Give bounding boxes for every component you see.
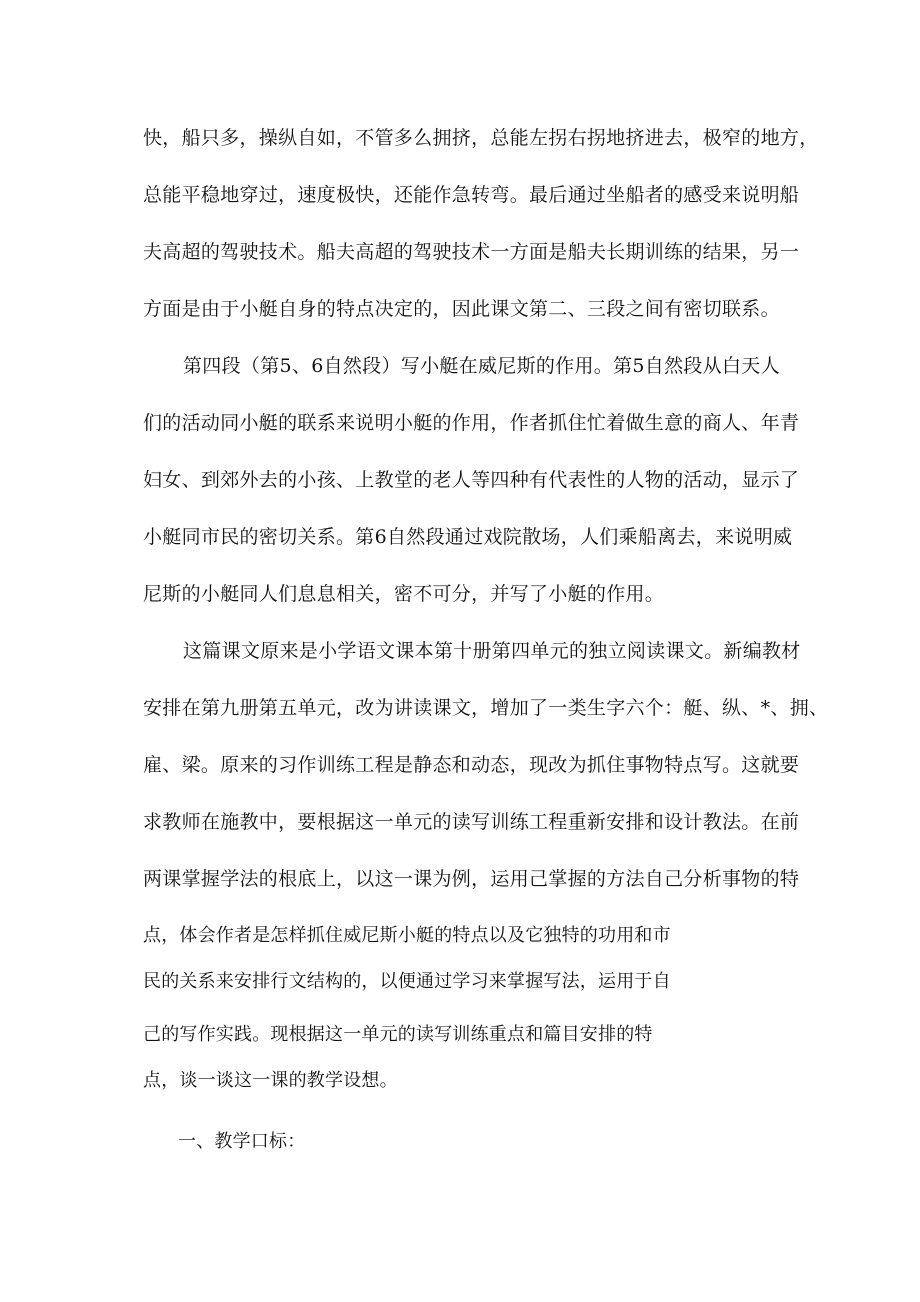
paragraph-line: 这篇课文原来是小学语文课本第十册第四单元的独立阅读课文。新编教材 [183, 640, 801, 662]
paragraph-line: 点，体会作者是怎样抓住威尼斯小艇的特点以及它独特的功用和市 [143, 925, 671, 946]
paragraph-line: 安排在第九册第五单元，改为讲读课文，增加了一类生字六个：艇、纵、*、拥、 [143, 697, 829, 719]
paragraph-line: 们的活动同小艇的联系来说明小艇的作用，作者抓住忙着做生意的商人、年青 [143, 412, 800, 434]
paragraph-line: 方面是由于小艇自身的特点决定的，因此课文第二、三段之间有密切联系。 [143, 298, 780, 320]
paragraph-line: 快，船只多，操纵自如，不管多么拥挤，总能左拐右拐地挤进去，极窄的地方， [143, 127, 819, 149]
paragraph-line: 妇女、到郊外去的小孩、上教堂的老人等四种有代表性的人物的活动，显示了 [143, 469, 800, 491]
paragraph-line: 民的关系来安排行文结构的，以便通过学习来掌握写法，运用于自 [143, 971, 671, 992]
paragraph-line: 第四段（第5、6自然段）写小艇在威尼斯的作用。第5自然段从白天人 [183, 355, 780, 377]
paragraph-line: 小艇同市民的密切关系。第6自然段通过戏院散场，人们乘船离去，来说明威 [143, 526, 793, 548]
paragraph-line: 点，谈一谈这一课的教学设想。 [143, 1070, 398, 1091]
paragraph-line: 尼斯的小艇同人们息息相关，密不可分，并写了小艇的作用。 [143, 583, 665, 605]
section-heading: 一、教学口标： [178, 1131, 306, 1152]
paragraph-line: 求教师在施教中，要根据这一单元的读写训练工程重新安排和设计教法。在前 [143, 811, 800, 833]
paragraph-line: 雇、梁。原来的习作训练工程是静态和动态，现改为抓住事物特点写。这就要 [143, 754, 800, 776]
paragraph-line: 己的写作实践。现根据这一单元的读写训练重点和篇目安排的特 [143, 1024, 653, 1045]
paragraph-line: 两课掌握学法的根底上，以这一课为例，运用己掌握的方法自己分析事物的特 [143, 868, 800, 890]
paragraph-line: 夫高超的驾驶技术。船夫高超的驾驶技术一方面是船夫长期训练的结果，另一 [143, 241, 800, 263]
paragraph-line: 总能平稳地穿过，速度极快，还能作急转弯。最后通过坐船者的感受来说明船 [143, 184, 800, 206]
